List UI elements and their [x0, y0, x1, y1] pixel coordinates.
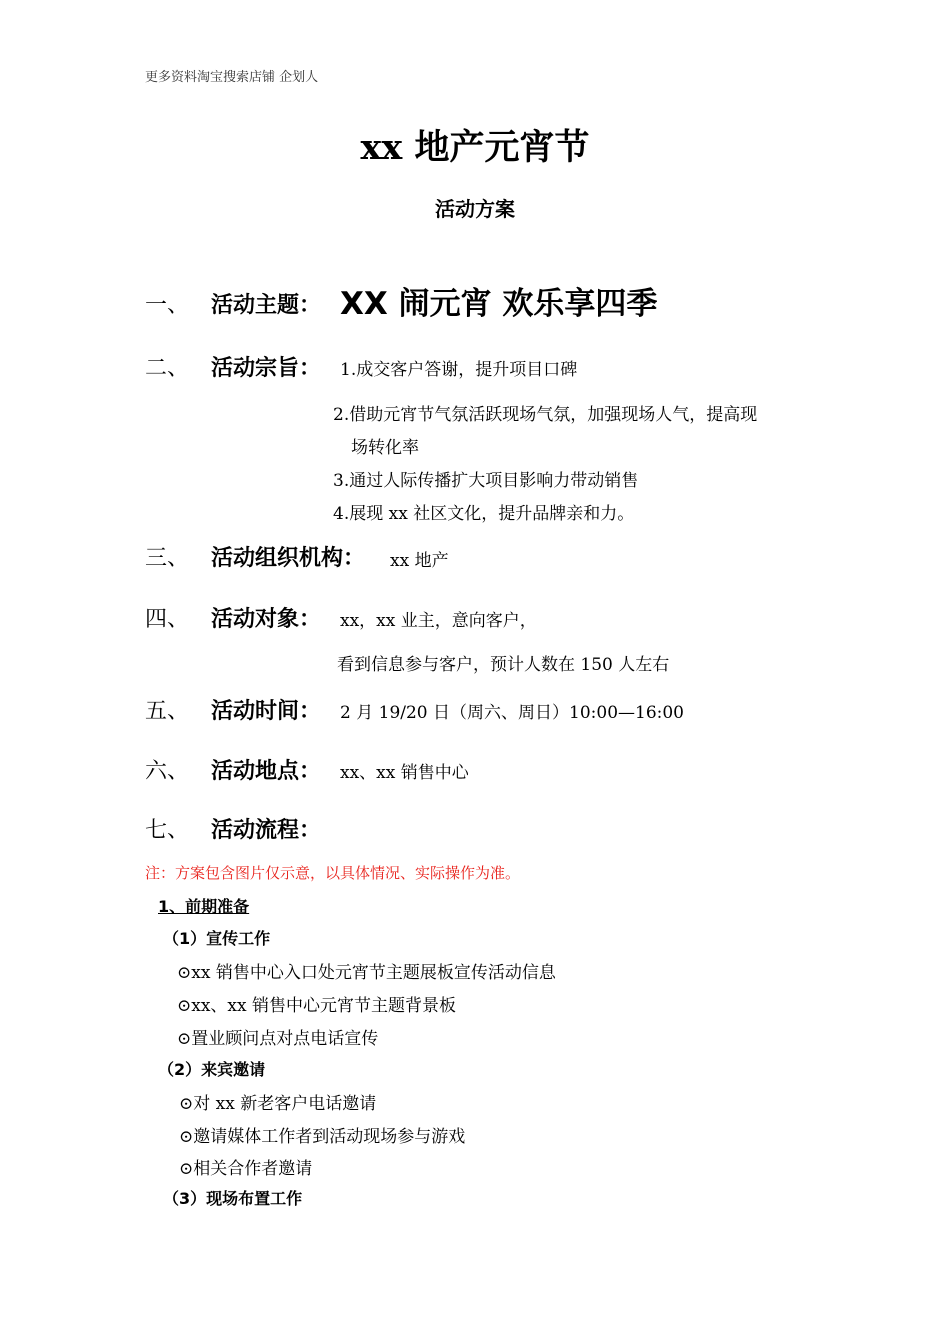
promo-item: ⊙xx 销售中心入口处元宵节主题展板宣传活动信息	[177, 963, 556, 983]
section-1-number: 一、	[145, 293, 190, 318]
disclaimer-note: 注：方案包含图片仅示意，以具体情况、实际操作为准。	[145, 864, 521, 882]
promo-item: ⊙xx、xx 销售中心元宵节主题背景板	[177, 996, 456, 1016]
setup-heading: （3）现场布置工作	[163, 1189, 303, 1208]
organizer-value: xx 地产	[390, 551, 449, 571]
location-value: xx、xx 销售中心	[340, 763, 469, 783]
promo-heading: （1）宣传工作	[163, 929, 271, 948]
prep-heading: 1、前期准备	[158, 897, 250, 916]
section-5-number: 五、	[145, 699, 190, 724]
purpose-item: 场转化率	[351, 438, 419, 458]
invite-heading: （2）来宾邀请	[158, 1060, 266, 1079]
section-4-number: 四、	[145, 607, 190, 632]
audience-value-2: 看到信息参与客户，预计人数在 150 人左右	[337, 655, 670, 675]
invite-item: ⊙对 xx 新老客户电话邀请	[179, 1094, 377, 1114]
header-note: 更多资料淘宝搜索店铺 企划人	[145, 70, 319, 85]
purpose-item: 4.展现 xx 社区文化，提升品牌亲和力。	[333, 504, 635, 524]
invite-item: ⊙相关合作者邀请	[179, 1159, 313, 1179]
section-3-number: 三、	[145, 546, 190, 571]
section-6-number: 六、	[145, 759, 190, 784]
purpose-item: 1.成交客户答谢，提升项目口碑	[340, 360, 578, 380]
activity-theme: XX 闹元宵 欢乐享四季	[340, 286, 658, 322]
section-1-label: 活动主题：	[211, 293, 322, 318]
invite-item: ⊙邀请媒体工作者到活动现场参与游戏	[179, 1127, 466, 1147]
section-2-number: 二、	[145, 356, 190, 381]
time-value: 2 月 19/20 日（周六、周日）10:00—16:00	[340, 703, 685, 723]
audience-value: xx，xx 业主，意向客户，	[340, 611, 537, 631]
purpose-item: 3.通过人际传播扩大项目影响力带动销售	[333, 471, 639, 491]
section-3-label: 活动组织机构：	[211, 546, 366, 571]
document-title: xx 地产元宵节	[360, 127, 590, 168]
section-4-label: 活动对象：	[211, 607, 322, 632]
section-6-label: 活动地点：	[211, 759, 322, 784]
section-5-label: 活动时间：	[211, 699, 322, 724]
section-7-label: 活动流程：	[211, 818, 322, 843]
document-subtitle: 活动方案	[435, 197, 515, 221]
promo-item: ⊙置业顾问点对点电话宣传	[177, 1029, 379, 1049]
purpose-item: 2.借助元宵节气氛活跃现场气氛，加强现场人气，提高现	[333, 405, 758, 425]
section-7-number: 七、	[145, 818, 190, 843]
section-2-label: 活动宗旨：	[211, 356, 322, 381]
